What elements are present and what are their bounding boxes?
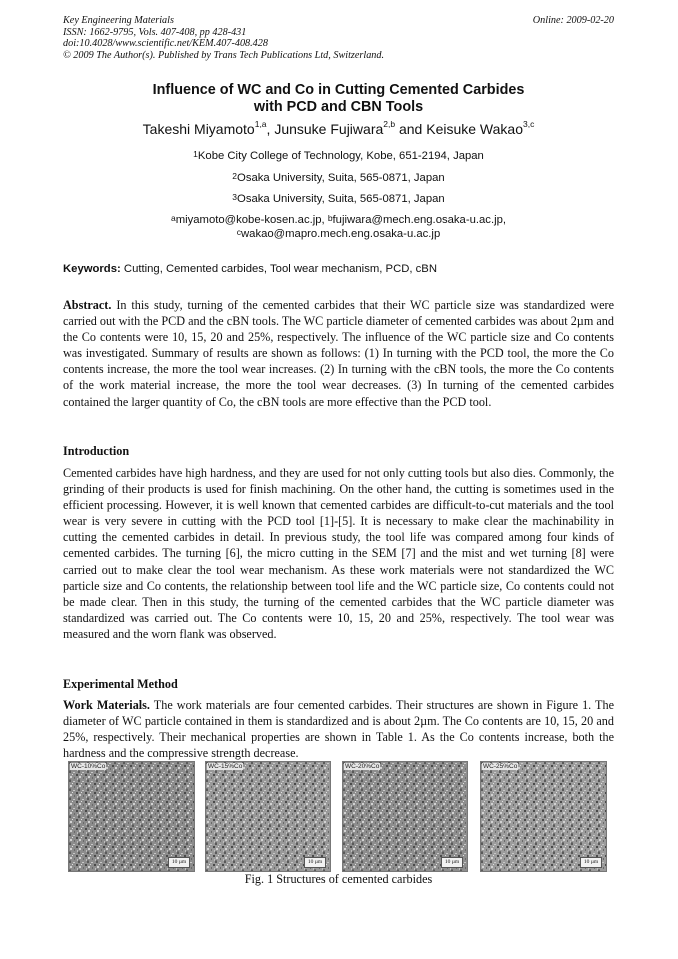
micrograph-label: WC-25%Co bbox=[483, 763, 518, 770]
micrograph-wc-15-co bbox=[205, 761, 331, 872]
keywords-text: Cutting, Cemented carbides, Tool wear mechanism, PCD, cBN bbox=[120, 263, 438, 275]
affiliation-3 bbox=[63, 193, 614, 206]
author-list bbox=[63, 121, 614, 137]
copyright-line: © 2009 The Author(s). Published by Trans Tech Publications Ltd, Switzerland. bbox=[63, 49, 385, 61]
email-b: fujiwara@mech.eng.osaka-u.ac.jp, bbox=[332, 214, 507, 226]
paper-title-line-1: Influence of WC and Co in Cutting Cemented Carbides bbox=[152, 82, 525, 98]
scale-bar: 10 µm bbox=[168, 857, 190, 868]
email-superscript: b bbox=[327, 213, 333, 223]
email-a: miyamoto@kobe-kosen.ac.jp, bbox=[175, 214, 328, 226]
micrograph-image bbox=[481, 762, 606, 871]
abstract-label: Abstract. bbox=[63, 298, 112, 312]
micrograph-wc-20-co bbox=[342, 761, 468, 872]
figure-caption: Fig. 1 Structures of cemented carbides bbox=[244, 872, 433, 886]
author-superscript: 2,b bbox=[383, 119, 396, 129]
affiliation-text: Kobe City College of Technology, Kobe, 651-2194, Japan bbox=[197, 150, 484, 162]
issn-line: ISSN: 1662-9795, Vols. 407-408, pp 428-431 bbox=[63, 26, 247, 38]
micrograph-wc-25-co bbox=[480, 761, 607, 872]
email-line-2 bbox=[63, 228, 614, 241]
micrograph-label: WC-20%Co bbox=[345, 763, 380, 770]
email-c: wakao@mapro.mech.eng.osaka-u.ac.jp bbox=[241, 228, 441, 240]
paper-title-line-2: with PCD and CBN Tools bbox=[253, 99, 424, 115]
scale-bar: 10 µm bbox=[580, 857, 602, 868]
introduction-paragraph: Cemented carbides have high hardness, and they are used for not only cutting tools but also dies. Commonly, the grinding of their products is used for finish machining. On the other hand, the cutting is sometimes used in the efficient processing. However, it is well known that cemented carbides are difficult-to-cut materials and the tool wear is very severe in cutting with the PCD tool [1]-[5]. It is necessary to make clear the machinability in cutting the cemented carbides in detail. In previous study, the tool life was compared among four kinds of cemented carbides. The turning [6], the micro cutting in the SEM [7] and the mist and wet turning [8] were carried out to make clear the tool wear mechanism. As these work materials were not standardized the WC particle size and Co contents, the relationship between tool life and the WC particle size, Co contents could not be made clear. Then in this study, the turning of the cemented carbides that the WC particle diameter was standardized was carried out. The Co contents were 10, 15, 20 and 25%, respectively. The tool wear was measured and the worn flank was observed. bbox=[63, 466, 614, 641]
author-superscript: 1,a bbox=[254, 119, 267, 129]
doi-line: doi:10.4028/www.scientific.net/KEM.407-408.428 bbox=[63, 38, 268, 50]
introduction-heading: Introduction bbox=[63, 444, 130, 458]
author-name: Takeshi Miyamoto bbox=[142, 121, 255, 137]
affiliation-superscript: 1 bbox=[193, 149, 198, 159]
online-date: Online: 2009-02-20 bbox=[532, 15, 614, 26]
author-name: Keisuke Wakao bbox=[426, 121, 523, 137]
micrograph-label: WC-10%Co bbox=[71, 763, 106, 770]
affiliation-superscript: 2 bbox=[232, 171, 238, 181]
author-separator: , bbox=[266, 121, 275, 137]
experimental-heading: Experimental Method bbox=[63, 677, 178, 691]
affiliation-2 bbox=[63, 172, 614, 185]
affiliation-1 bbox=[63, 150, 614, 163]
micrograph-image bbox=[343, 762, 467, 871]
affiliation-text: Osaka University, Suita, 565-0871, Japan bbox=[237, 193, 445, 205]
author-superscript: 3,c bbox=[522, 119, 535, 129]
scale-bar: 10 µm bbox=[304, 857, 326, 868]
email-superscript: a bbox=[170, 213, 176, 223]
affiliation-superscript: 3 bbox=[232, 192, 238, 202]
work-materials-label: Work Materials. bbox=[63, 698, 150, 712]
keywords bbox=[63, 263, 437, 275]
micrograph-image bbox=[206, 762, 330, 871]
micrograph-image bbox=[69, 762, 194, 871]
scale-bar: 10 µm bbox=[441, 857, 463, 868]
micrograph-wc-10-co bbox=[68, 761, 195, 872]
abstract-paragraph bbox=[63, 297, 614, 410]
work-materials-paragraph bbox=[63, 697, 614, 761]
email-line-1 bbox=[63, 214, 614, 227]
keywords-label: Keywords: bbox=[63, 263, 121, 275]
abstract-text: In this study, turning of the cemented carbides that their WC particle size was standardized were carried out with the PCD and the cBN tools. The WC particle diameter of cemented carbides was about 2µm and the Co contents were 10, 15, 20 and 25%, respectively. The influence of the WC particle size and Co contents was investigated. Summary of results are shown as follows: (1) In turning with the PCD tool, the more the Co contents increase, the more the tool wear increases. (2) In turning with the cBN tools, the more the Co contents of the work material increase, the more the tool wear decreases. (3) In turning of the cemented carbides contained the larger quantity of Co, the cBN tools are more effective than the PCD tool. bbox=[63, 298, 614, 409]
work-materials-text: The work materials are four cemented carbides. Their structures are shown in Figure 1. The diameter of WC particle contained in them is standardized and is about 2µm. The Co contents are 10, 15, 20 and 25%, respectively. Their mechanical properties are shown in Table 1. As the Co contents increase, both the hardness and the compressive strength decrease. bbox=[63, 698, 614, 761]
micrograph-label: WC-15%Co bbox=[208, 763, 243, 770]
journal-name: Key Engineering Materials bbox=[63, 15, 174, 26]
author-separator: and bbox=[395, 121, 427, 137]
email-superscript: c bbox=[236, 227, 241, 237]
affiliation-text: Osaka University, Suita, 565-0871, Japan bbox=[237, 172, 445, 184]
author-name: Junsuke Fujiwara bbox=[274, 121, 384, 137]
